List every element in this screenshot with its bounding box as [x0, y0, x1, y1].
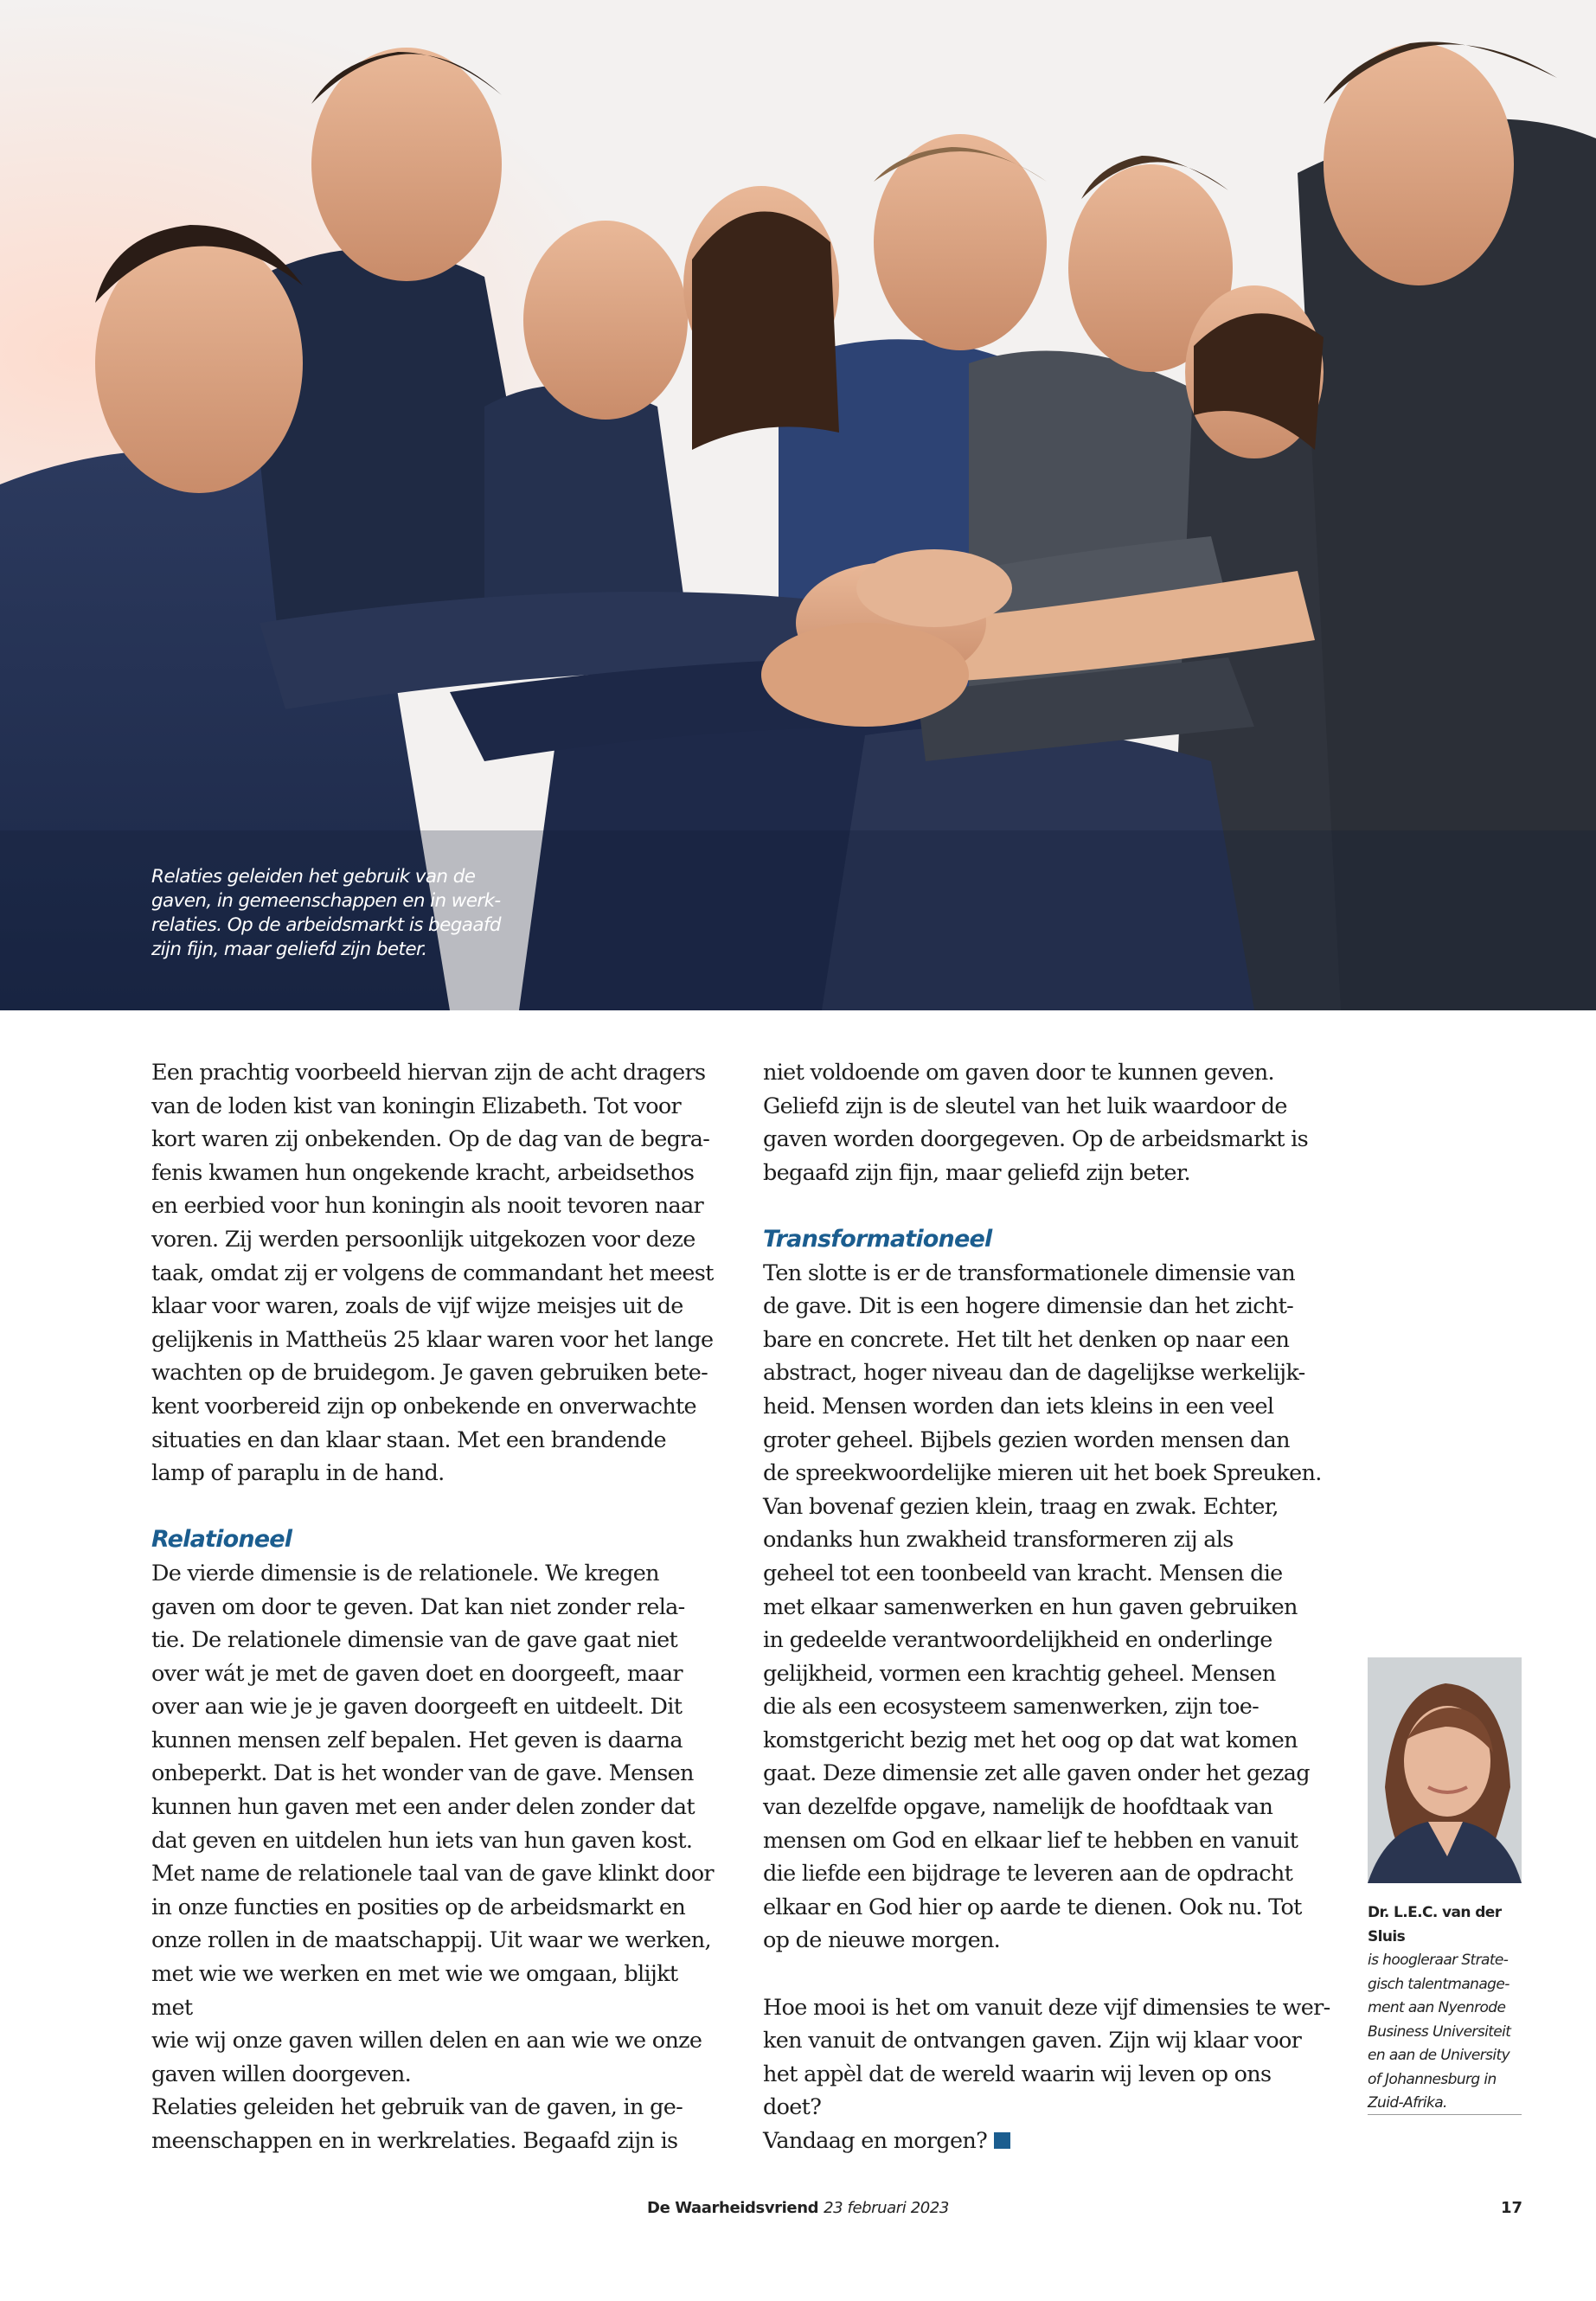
article-paragraph: Relaties geleiden het gebruik van de gaven, in ge- meenschappen en in werkrelaties. Begaafd zijn is	[151, 2094, 683, 2154]
article-middle-column	[763, 1056, 1334, 2158]
publication-name: De Waarheidsvriend	[647, 2199, 819, 2217]
article-paragraph: Ten slotte is er de transformationele dimensie van de gave. Dit is een hogere dimensie dan het zicht- bare en concrete. Het tilt het denken op naar een abstract, hoger niveau dan de dagelijkse werkelijk- heid. Mensen worden dan iets kleins in een veel groter geheel. Bijbels gezien worden mensen dan de spreekwoordelijke mieren uit het boek Spreuken. Van bovenaf gezien klein, traag en zwak. Echter, ondanks hun zwakheid transformeren zij als geheel tot een toonbeeld van kracht. Mensen die met elkaar samenwerken en hun gaven gebruiken in gedeelde verantwoordelijkheid en onderlinge gelijkheid, vormen een krachtig geheel. Mensen die als een ecosysteem samenwerken, zijn toe- komstgericht bezig met het oog op dat wat komen gaat. Deze dimensie zet alle gaven onder het gezag van dezelfde opgave, namelijk de hoofdtaak van mensen om God en elkaar lief te hebben en vanuit die liefde een bijdrage te leveren aan de opdracht elkaar en God hier op aarde te dienen. Ook nu. Tot op de nieuwe morgen.	[763, 1259, 1322, 1954]
article-paragraph: niet voldoende om gaven door te kunnen geven. Geliefd zijn is de sleutel van het luik waardoor de gaven worden doorgegeven. Op de arbeidsmarkt is begaafd zijn fijn, maar geliefd zijn beter.	[763, 1060, 1308, 1186]
article-paragraph: De vierde dimensie is de relationele. We kregen gaven om door te geven. Dat kan niet zonder rela- tie. De relationele dimensie van de gave gaat niet over wát je met de gaven doet en doorgeeft, maar over aan wie je je gaven doorgeeft en uitdeelt. Dit kunnen mensen zelf bepalen. Het geven is daarna onbeperkt. Dat is het wonder van de gave. Mensen kunnen hun gaven met een ander delen zonder dat dat geven en uitdelen hun iets van hun gaven kost. Met name de relationele taal van de gave klinkt door in onze functies en posities op de arbeidsmarkt en onze rollen in de maatschappij. Uit waar we werken, met wie we werken en met wie we omgaan, blijkt met wie wij onze gaven willen delen en aan wie we onze gaven willen doorgeven.	[151, 1560, 714, 2087]
end-of-article-square-icon	[994, 2132, 1010, 2149]
hero-photo	[0, 0, 1596, 1010]
author-name: Dr. L.E.C. van der Sluis	[1368, 1904, 1502, 1945]
footer-publication-line	[0, 2199, 1596, 2217]
section-heading-transformationeel: Transformationeel	[763, 1225, 992, 1253]
section-heading-relationeel: Relationeel	[151, 1526, 292, 1554]
author-portrait-illustration	[1368, 1657, 1522, 1883]
photo-caption: Relaties geleiden het gebruik van de gaven, in gemeenschappen en in werk-relaties. Op de arbeidsmarkt is begaafd zijn fijn, maar geliefd zijn beter.	[151, 866, 501, 960]
team-hands-illustration	[0, 0, 1596, 1010]
article-paragraph: Een prachtig voorbeeld hiervan zijn de acht dragers van de loden kist van koningin Elizabeth. Tot voor kort waren zij onbekenden. Op de dag van de begra- fenis kwamen hun ongekende kracht, arbeidsethos en eerbied voor hun koningin als nooit tevoren naar voren. Zij werden persoonlijk uitgekozen voor deze taak, omdat zij er volgens de commandant het meest klaar voor waren, zoals de vijf wijze meisjes uit de gelijkenis in Mattheüs 25 klaar waren voor het lange wachten op de bruidegom. Je gaven gebruiken bete- kent voorbereid zijn op onbekende en onverwachte situaties en dan klaar staan. Met een brandende lamp of paraplu in de hand.	[151, 1060, 714, 1487]
closing-text: Hoe mooi is het om vanuit deze vijf dimensies te wer- ken vanuit de ontvangen gaven. Zijn wij klaar voor het appèl dat de wereld waarin wij leven op ons doet? Vandaag en morgen?	[763, 1994, 1330, 2154]
author-description: is hoogleraar Strate- gisch talentmanage- ment aan Nyenrode Business Universiteit en aan de University of Johannesburg in Zuid-Afrika.	[1368, 1952, 1511, 2112]
author-divider	[1368, 2114, 1522, 2115]
author-portrait	[1368, 1657, 1522, 1883]
author-bio	[1368, 1901, 1523, 2116]
publication-date: 23 februari 2023	[824, 2199, 949, 2217]
page-number: 17	[1501, 2199, 1523, 2217]
article-left-column	[151, 1056, 722, 2158]
article-closing-paragraph	[763, 1991, 1334, 2158]
